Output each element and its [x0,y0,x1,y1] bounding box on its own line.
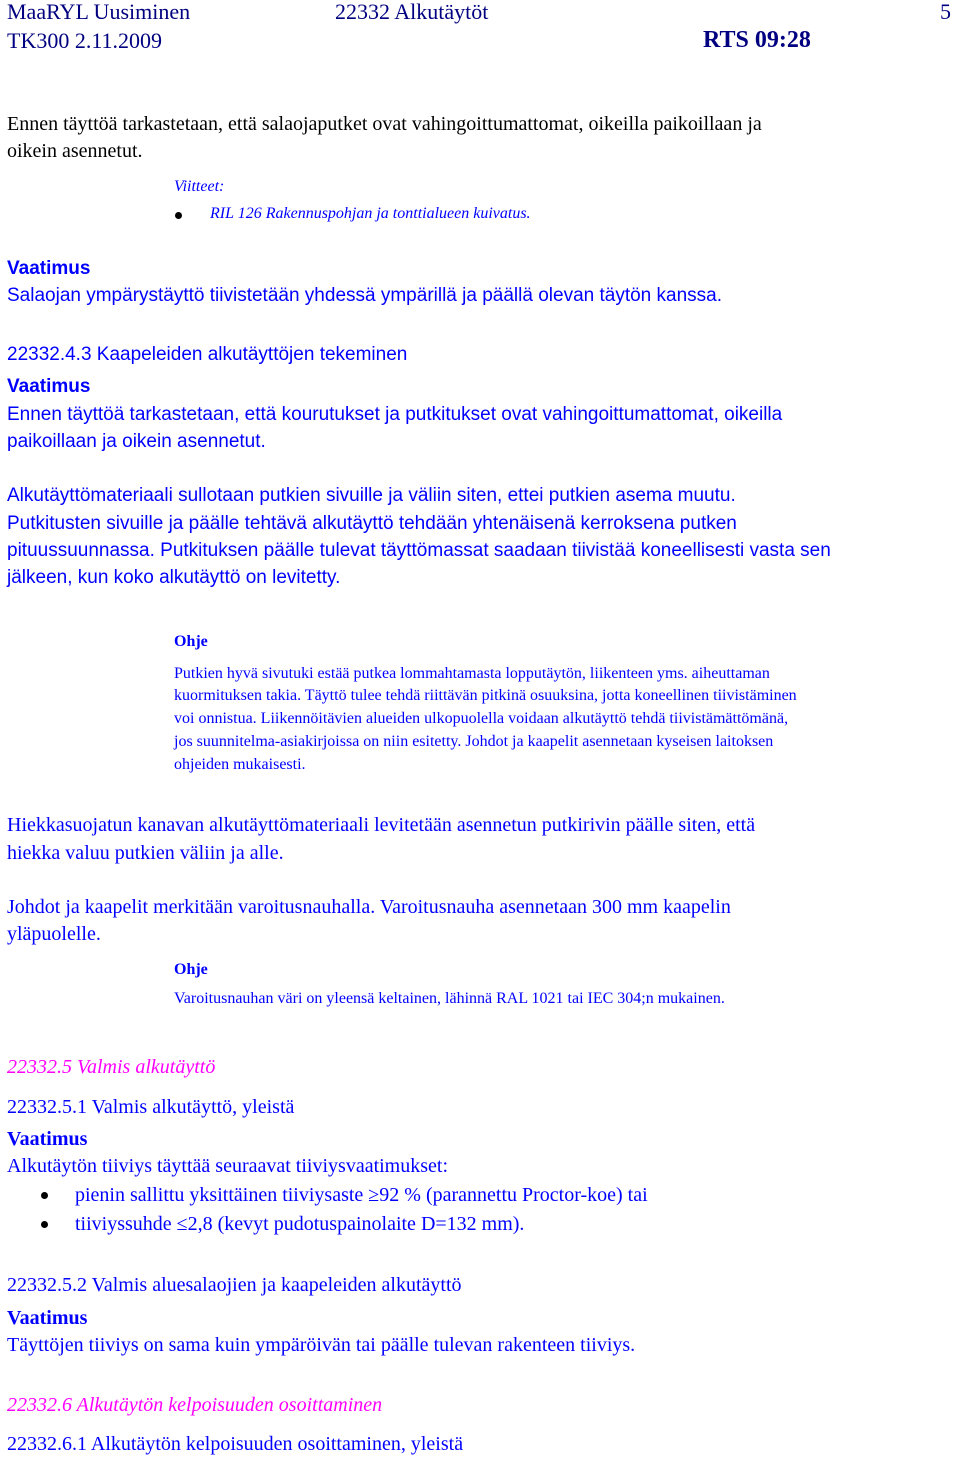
guidance-1-line-4: jos suunnitelma-asiakirjoissa on niin esitetty. Johdot ja kaapelit asennetaan kyseisen laitoksen [174,733,774,750]
section-heading-22332-6: 22332.6 Alkutäytön kelpoisuuden osoittaminen [7,1394,383,1416]
p4-line-2: yläpuolelle. [7,923,101,945]
intro-line-2: oikein asennetut. [7,140,143,162]
header-page-number: 5 [940,0,951,24]
s2243-p2-line-1: Alkutäyttömateriaali sullotaan putkien sivuille ja väliin siten, ettei putkien asema muutu. [7,485,736,506]
p3-line-1: Hiekkasuojatun kanavan alkutäyttömateriaali levitetään asennetun putkirivin päälle siten, että [7,814,756,836]
s225-sub2-text: Täyttöjen tiiviys on sama kuin ympäröivän tai päälle tulevan rakenteen tiiviys. [7,1334,636,1356]
section-heading-22332-5-2: 22332.5.2 Valmis aluesalaojien ja kaapeleiden alkutäyttö [7,1274,462,1296]
requirement-label-1: Vaatimus [7,258,91,279]
header-org: MaaRYL Uusiminen [7,0,191,24]
bullet-dot-2 [41,1221,48,1228]
guidance-1-line-3: voi onnistua. Liikennöitävien alueiden ulkopuolella voidaan alkutäyttö tehdä tiivistämättömänä, [174,710,789,727]
references-label: Viitteet: [174,178,225,195]
requirement-label-3: Vaatimus [7,1128,88,1150]
s2243-p2-line-2: Putkitusten sivuille ja päälle tehtävä alkutäyttö tehdään yhtenäisenä kerroksena putken [7,513,737,534]
section-heading-22332-5-1: 22332.5.1 Valmis alkutäyttö, yleistä [7,1096,295,1118]
guidance-label-2: Ohje [174,961,208,978]
requirement-label-4: Vaatimus [7,1307,88,1329]
reference-item: RIL 126 Rakennuspohjan ja tonttialueen kuivatus. [210,205,531,222]
guidance-2-text: Varoitusnauhan väri on yleensä keltainen, lähinnä RAL 1021 tai IEC 304;n mukainen. [174,990,725,1007]
header-rts: RTS 09:28 [703,27,811,53]
s225-bullet-2: tiiviyssuhde ≤2,8 (kevyt pudotuspainolaite D=132 mm). [75,1213,525,1235]
p4-line-1: Johdot ja kaapelit merkitään varoitusnauhalla. Varoitusnauha asennetaan 300 mm kaapelin [7,896,731,918]
guidance-1-line-2: kuormituksen takia. Täyttö tulee tehdä riittävän pitkinä osuuksina, jotta koneellinen tiivistäminen [174,687,797,704]
guidance-label-1: Ohje [174,633,208,650]
requirement-text-1: Salaojan ympärystäyttö tiivistetään yhdessä ympärillä ja päällä olevan täytön kanssa. [7,285,722,306]
guidance-1-line-1: Putkien hyvä sivutuki estää putkea lommahtamasta lopputäytön, liikenteen yms. aiheuttaman [174,665,770,682]
bullet-dot-reference [175,212,182,219]
header-committee: TK300 2.11.2009 [7,28,163,53]
s2243-p1-line-1: Ennen täyttöä tarkastetaan, että kourutukset ja putkitukset ovat vahingoittumattomat, oikeilla [7,404,783,425]
requirement-label-2: Vaatimus [7,376,91,397]
section-heading-22332-5: 22332.5 Valmis alkutäyttö [7,1056,216,1078]
s2243-p2-line-3: pituussuunnassa. Putkituksen päälle tulevat täyttömassat saadaan tiivistää koneellisesti vasta sen [7,540,831,561]
s225-intro: Alkutäytön tiiviys täyttää seuraavat tiiviysvaatimukset: [7,1155,449,1177]
bullet-dot-1 [41,1192,48,1199]
p3-line-2: hiekka valuu putkien väliin ja alle. [7,842,284,864]
section-heading-22332-6-1: 22332.6.1 Alkutäytön kelpoisuuden osoittaminen, yleistä [7,1433,464,1455]
s225-bullet-1: pienin sallittu yksittäinen tiiviysaste ≥92 % (parannettu Proctor-koe) tai [75,1184,648,1206]
intro-line-1: Ennen täyttöä tarkastetaan, että salaojaputket ovat vahingoittumattomat, oikeilla paikoillaan ja [7,113,762,135]
s2243-p2-line-4: jälkeen, kun koko alkutäyttö on levitetty. [7,567,341,588]
section-heading-22332-4-3: 22332.4.3 Kaapeleiden alkutäyttöjen tekeminen [7,344,408,365]
s2243-p1-line-2: paikoillaan ja oikein asennetut. [7,431,266,452]
guidance-1-line-5: ohjeiden mukaisesti. [174,756,306,773]
header-section: 22332 Alkutäytöt [335,0,489,24]
